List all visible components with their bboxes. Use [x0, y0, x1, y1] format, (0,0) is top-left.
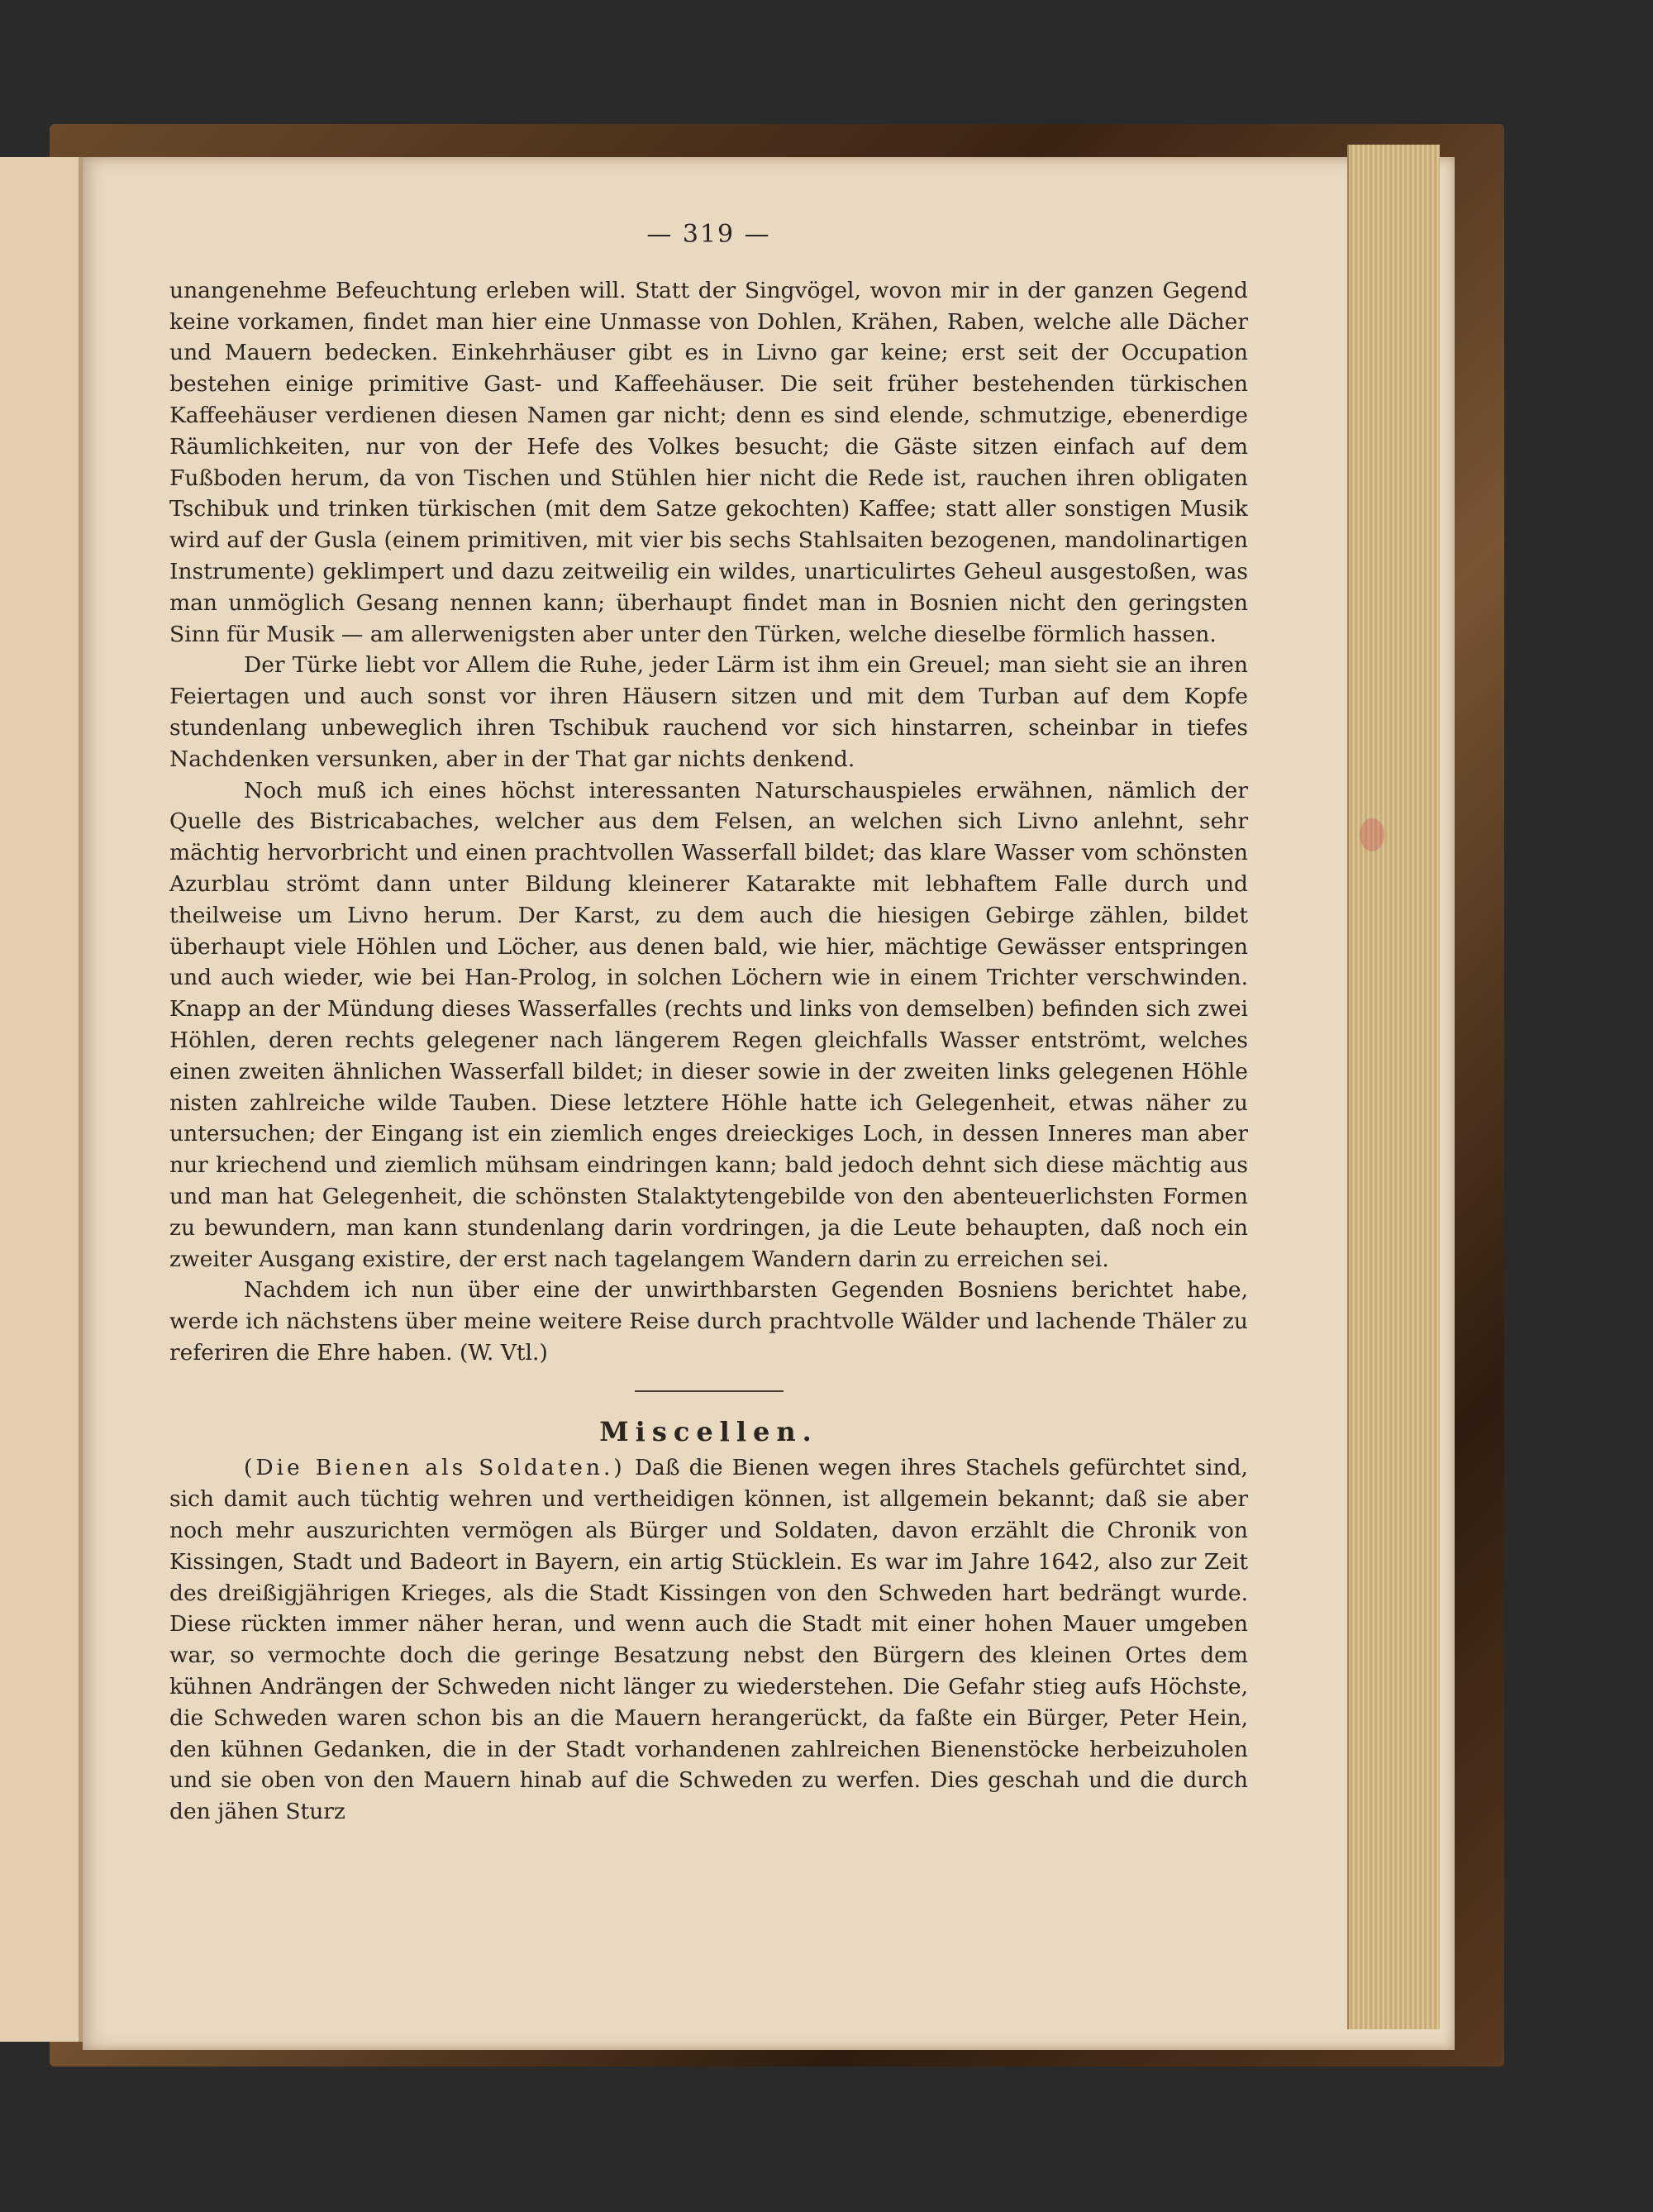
section-paragraph [169, 1452, 1248, 1828]
paragraph-4: Nachdem ich nun über eine der unwirthbarsten Gegenden Bosniens berichtet habe, werde ich nächstens über meine weitere Reise durch prachtvolle Wälder und lachende Thäler zu referiren die Ehre haben. (W. Vtl.) [169, 1277, 1248, 1366]
paragraph-2: Der Türke liebt vor Allem die Ruhe, jeder Lärm ist ihm ein Greuel; man sieht sie an ihren Feiertagen und auch sonst vor ihren Häusern sitzen und mit dem Turban auf dem Kopfe stundenlang unbeweglich ihren Tschibuk rauchend vor sich hinstarren, scheinbar in tiefes Nachdenken versunken, aber in der That gar nichts denkend. [169, 652, 1248, 772]
paragraph-1: unangenehme Befeuchtung erleben will. Statt der Singvögel, wovon mir in der ganzen Gegend keine vorkamen, findet man hier eine Unmasse von Dohlen, Krähen, Raben, welche alle Dächer und Mauern bedecken. Einkehrhäuser gibt es in Livno gar keine; erst seit der Occupation bestehen einige primitive Gast- und Kaffeehäuser. Die seit früher bestehenden türkischen Kaffeehäuser verdienen diesen Namen gar nicht; denn es sind elende, schmutzige, ebenerdige Räumlichkeiten, nur von der Hefe des Volkes besucht; die Gäste sitzen einfach auf dem Fußboden herum, da von Tischen und Stühlen hier nicht die Rede ist, rauchen ihren obligaten Tschibuk und trinken türkischen (mit dem Satze gekochten) Kaffee; statt aller sonstigen Musik wird auf der Gusla (einem primitiven, mit vier bis sechs Stahlsaiten bezogenen, mandolinartigen Instrumente) geklimpert und dazu zeitweilig ein wildes, unarticulirtes Geheul ausgestoßen, was man unmöglich Gesang nennen kann; überhaupt findet man in Bosnien nicht den geringsten Sinn für Musik — am allerwenigsten aber unter den Türken, welche dieselbe förmlich hassen. [169, 277, 1248, 647]
section-lead: (Die Bienen als Soldaten.) [244, 1455, 626, 1481]
left-page-edge [0, 157, 83, 2042]
paper-stain [1360, 818, 1384, 851]
section-text: Daß die Bienen wegen ihres Stachels gefürchtet sind, sich damit auch tüchtig wehren und vertheidigen können, ist allgemein bekannt; daß sie aber noch mehr auszurichten vermögen als Bürger und Soldaten, davon erzählt die Chronik von Kissingen, Stadt und Badeort in Bayern, ein artig Stücklein. Es war im Jahre 1642, also zur Zeit des dreißigjährigen Krieges, als die Stadt Kissingen von den Schweden hart bedrängt wurde. Diese rückten immer näher heran, und wenn auch die Stadt mit einer hohen Mauer umgeben war, so vermochte doch die geringe Besatzung nebst den Bürgern des kleinen Ortes dem kühnen Andrängen der Schweden nicht länger zu wiederstehen. Die Gefahr stieg aufs Höchste, die Schweden waren schon bis an die Mauern herangerückt, da faßte ein Bürger, Peter Hein, den kühnen Gedanken, die in der Stadt vorhandenen zahlreichen Bienenstöcke herbeizuholen und sie oben von den Mauern hinab auf die Schweden zu werfen. Dies geschah und die durch den jähen Sturz [169, 1455, 1248, 1825]
page-number: — 319 — [646, 220, 771, 249]
page-content [169, 219, 1248, 1828]
section-divider [635, 1390, 784, 1392]
paragraph-3: Noch muß ich eines höchst interessanten Naturschauspieles erwähnen, nämlich der Quelle des Bistricabaches, welcher aus dem Felsen, an welchen sich Livno anlehnt, sehr mächtig hervorbricht und einen prachtvollen Wasserfall bildet; das klare Wasser vom schönsten Azurblau strömt dann unter Bildung kleinerer Katarakte mit lebhaftem Falle durch und theilweise um Livno herum. Der Karst, zu dem auch die hiesigen Gebirge zählen, bildet überhaupt viele Höhlen und Löcher, aus denen bald, wie hier, mächtige Gewässer entspringen und auch wieder, wie bei Han-Prolog, in solchen Löchern wie in einem Trichter verschwinden. Knapp an der Mündung dieses Wasserfalles (rechts und links von demselben) befinden sich zwei Höhlen, deren rechts gelegener nach längerem Regen gleichfalls Wasser entströmt, welches einen zweiten ähnlichen Wasserfall bildet; in dieser sowie in der zweiten links gelegenen Höhle nisten zahlreiche wilde Tauben. Diese letztere Höhle hatte ich Gelegenheit, etwas näher zu untersuchen; der Eingang ist ein ziemlich enges dreieckiges Loch, in dessen Inneres man aber nur kriechend und ziemlich mühsam eindringen kann; bald jedoch dehnt sich diese mächtig aus und man hat Gelegenheit, die schönsten Stalaktytengebilde von den abenteuerlichsten Formen zu bewundern, man kann stundenlang darin vordringen, ja die Leute behaupten, daß noch ein zweiter Ausgang existire, der erst nach tagelangem Wandern darin zu erreichen sei. [169, 777, 1248, 1272]
page-stack-edges [1347, 145, 1440, 2029]
section-title: Miscellen. [599, 1415, 818, 1447]
